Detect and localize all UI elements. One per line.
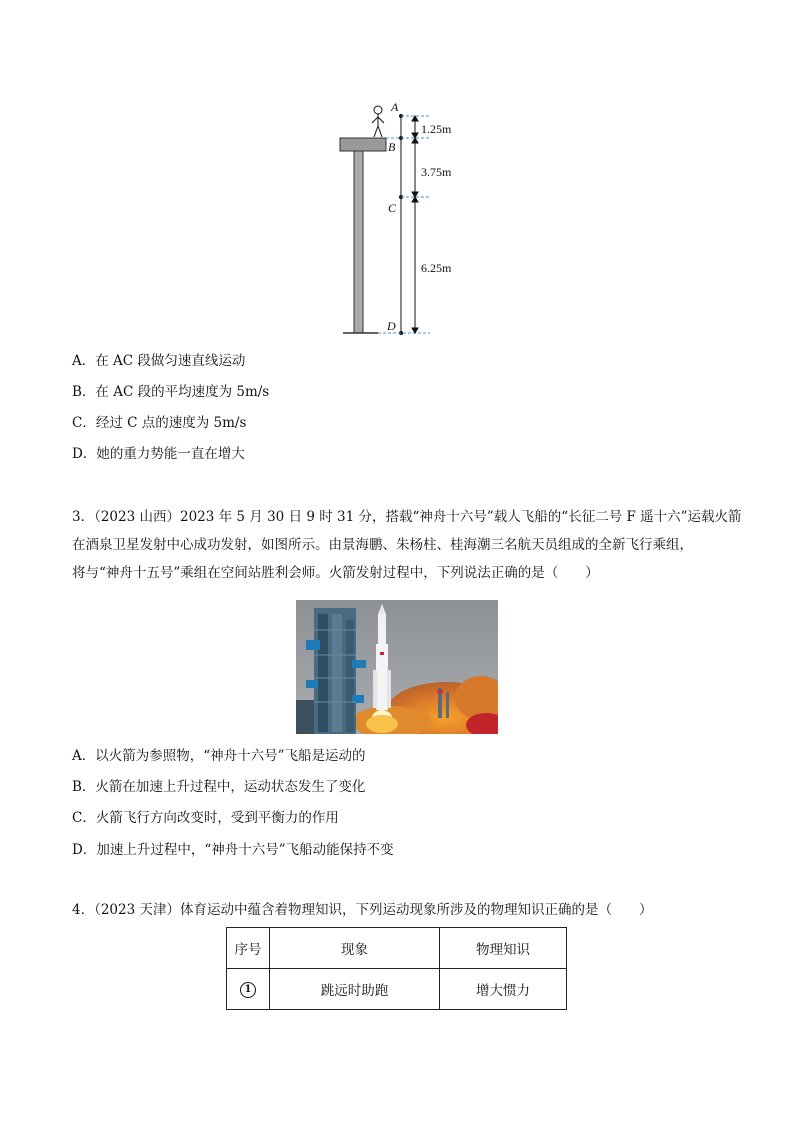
q2-option-d: D．她的重力势能一直在增大 (72, 446, 245, 462)
point-d-label: D (387, 319, 396, 333)
platform-pillar (354, 151, 363, 333)
distance-bc-label: 3.75m (421, 165, 452, 179)
q4-table (226, 927, 567, 1010)
row-number-badge: 1 (240, 982, 256, 998)
q3-line-1: 3．（2023 山西）2023 年 5 月 30 日 9 时 31 分，搭载“神舟十六号”载人飞船的“长征二号 F 遥十六”运载火箭 (72, 509, 742, 525)
q3-option-c: C．火箭飞行方向改变时，受到平衡力的作用 (72, 810, 339, 826)
person-icon (372, 106, 384, 137)
q4-question: 4．（2023 天津）体育运动中蕴含着物理知识，下列运动现象所涉及的物理知识正确的是（ ） (72, 902, 653, 918)
platform-top (340, 138, 386, 151)
header-knowledge: 物理知识 (440, 928, 567, 969)
row-num-cell (227, 969, 270, 1010)
diving-platform-diagram (330, 98, 470, 340)
table-header-row (227, 928, 567, 969)
row-phenomenon: 跳远时助跑 (270, 969, 440, 1010)
rocket-launch-photo (296, 600, 498, 734)
header-phenomenon: 现象 (270, 928, 440, 969)
q3-option-d: D．加速上升过程中，“神舟十六号”飞船动能保持不变 (72, 842, 394, 858)
q2-option-a: A．在 AC 段做匀速直线运动 (72, 353, 246, 369)
distance-ab-label: 1.25m (421, 122, 452, 136)
q3-option-b: B．火箭在加速上升过程中，运动状态发生了变化 (72, 779, 366, 795)
table-row (227, 969, 567, 1010)
row-knowledge: 增大惯力 (440, 969, 567, 1010)
q2-option-b: B．在 AC 段的平均速度为 5m/s (72, 384, 270, 400)
q2-option-c: C．经过 C 点的速度为 5m/s (72, 415, 247, 431)
point-b-label: B (388, 140, 396, 154)
q3-line-3: 将与“神舟十五号”乘组在空间站胜利会师。火箭发射过程中，下列说法正确的是（ ） (72, 565, 599, 581)
header-num: 序号 (227, 928, 270, 969)
q3-question (72, 503, 742, 587)
q3-line-2: 在酒泉卫星发射中心成功发射，如图所示。由景海鹏、朱杨柱、桂海潮三名航天员组成的全新飞行乘组， (72, 537, 693, 553)
distance-cd-label: 6.25m (421, 261, 452, 275)
point-c-label: C (388, 201, 397, 215)
q3-option-a: A．以火箭为参照物，“神舟十六号”飞船是运动的 (72, 748, 366, 764)
point-a-label: A (391, 100, 399, 114)
